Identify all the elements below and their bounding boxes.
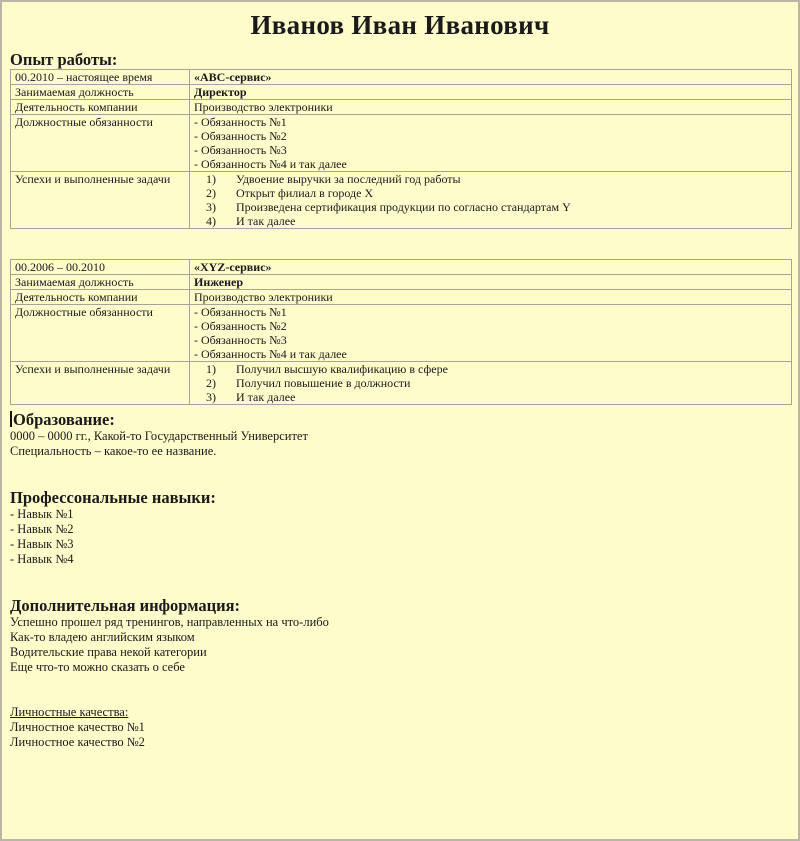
- achievements-cell: [190, 172, 792, 229]
- list-text: Произведена сертификация продукции по согласно стандартам Y: [236, 200, 571, 214]
- education-title-text: Образование:: [13, 410, 115, 429]
- table-row: [11, 305, 792, 362]
- spacer: [10, 229, 790, 259]
- duties-list: [194, 115, 787, 171]
- achievements-list: [194, 172, 787, 228]
- list-item: - Обязанность №1: [194, 115, 287, 129]
- list-number: 4): [206, 214, 216, 228]
- position-label: Занимаемая должность: [11, 275, 190, 290]
- skill-item: - Навык №2: [10, 522, 74, 536]
- job-period: 00.2006 – 00.2010: [11, 260, 190, 275]
- skill-item: - Навык №4: [10, 552, 74, 566]
- experience-title: Опыт работы:: [10, 50, 118, 69]
- activity-value: Производство электроники: [190, 100, 792, 115]
- job-company: «ABC-сервис»: [190, 70, 792, 85]
- table-row: [11, 115, 792, 172]
- additional-line: Как-то владею английским языком: [10, 630, 195, 644]
- achievements-cell: [190, 362, 792, 405]
- list-item: - Обязанность №4 и так далее: [194, 347, 347, 361]
- additional-line: Успешно прошел ряд тренингов, направленных на что-либо: [10, 615, 329, 629]
- duties-list: [194, 305, 787, 361]
- skills-title: Профессональные навыки:: [10, 488, 216, 507]
- list-number: 3): [206, 200, 216, 214]
- list-text: И так далее: [236, 214, 296, 228]
- job-table-2: [10, 259, 792, 405]
- table-row: [11, 275, 792, 290]
- table-row: [11, 290, 792, 305]
- education-section: [10, 411, 790, 459]
- resume-name: Иванов Иван Иванович: [250, 10, 550, 40]
- list-item: [194, 362, 787, 376]
- list-number: 1): [206, 172, 216, 186]
- list-item: - Обязанность №2: [194, 319, 287, 333]
- position-label: Занимаемая должность: [11, 85, 190, 100]
- skill-item: - Навык №1: [10, 507, 74, 521]
- skills-section: [10, 489, 790, 567]
- table-row: [11, 70, 792, 85]
- table-row: [11, 100, 792, 115]
- personal-section: [10, 705, 790, 750]
- duties-cell: [190, 115, 792, 172]
- list-text: И так далее: [236, 390, 296, 404]
- list-text: Получил высшую квалификацию в сфере: [236, 362, 448, 376]
- education-line: 0000 – 0000 гг., Какой-то Государственный Университет: [10, 429, 308, 443]
- personal-item: Личностное качество №1: [10, 720, 145, 734]
- additional-title: Дополнительная информация:: [10, 596, 241, 615]
- list-text: Открыт филиал в городе X: [236, 186, 374, 200]
- achievements-label: Успехи и выполненные задачи: [11, 172, 190, 229]
- additional-line: Водительские права некой категории: [10, 645, 207, 659]
- table-row: [11, 85, 792, 100]
- list-item: [194, 186, 787, 200]
- position-value: Инженер: [190, 275, 792, 290]
- personal-item: Личностное качество №2: [10, 735, 145, 749]
- list-item: [194, 214, 787, 228]
- duties-cell: [190, 305, 792, 362]
- list-item: [194, 172, 787, 186]
- duties-label: Должностные обязанности: [11, 115, 190, 172]
- position-value: Директор: [190, 85, 792, 100]
- spacer: [10, 567, 790, 597]
- list-item: - Обязанность №4 и так далее: [194, 157, 347, 171]
- list-item: [194, 390, 787, 404]
- duties-label: Должностные обязанности: [11, 305, 190, 362]
- activity-label: Деятельность компании: [11, 290, 190, 305]
- education-line: Специальность – какое-то ее название.: [10, 444, 217, 458]
- list-item: - Обязанность №1: [194, 305, 287, 319]
- achievements-list: [194, 362, 787, 404]
- activity-value: Производство электроники: [190, 290, 792, 305]
- list-number: 2): [206, 376, 216, 390]
- list-item: - Обязанность №3: [194, 333, 287, 347]
- job-company: «XYZ-сервис»: [190, 260, 792, 275]
- spacer: [10, 459, 790, 489]
- list-number: 3): [206, 390, 216, 404]
- table-row: [11, 172, 792, 229]
- personal-title: Личностные качества:: [10, 705, 129, 719]
- activity-label: Деятельность компании: [11, 100, 190, 115]
- list-item: [194, 200, 787, 214]
- achievements-label: Успехи и выполненные задачи: [11, 362, 190, 405]
- skill-item: - Навык №3: [10, 537, 74, 551]
- table-row: [11, 362, 792, 405]
- table-row: [11, 260, 792, 275]
- additional-section: [10, 597, 790, 675]
- text-cursor: [10, 411, 12, 427]
- list-number: 1): [206, 362, 216, 376]
- list-item: [194, 376, 787, 390]
- list-text: Удвоение выручки за последний год работы: [236, 172, 461, 186]
- list-text: Получил повышение в должности: [236, 376, 411, 390]
- list-item: - Обязанность №3: [194, 143, 287, 157]
- job-table-1: [10, 69, 792, 229]
- list-number: 2): [206, 186, 216, 200]
- job-period: 00.2010 – настоящее время: [11, 70, 190, 85]
- additional-line: Еще что-то можно сказать о себе: [10, 660, 185, 674]
- spacer: [10, 675, 790, 705]
- list-item: - Обязанность №2: [194, 129, 287, 143]
- education-title: [10, 411, 790, 429]
